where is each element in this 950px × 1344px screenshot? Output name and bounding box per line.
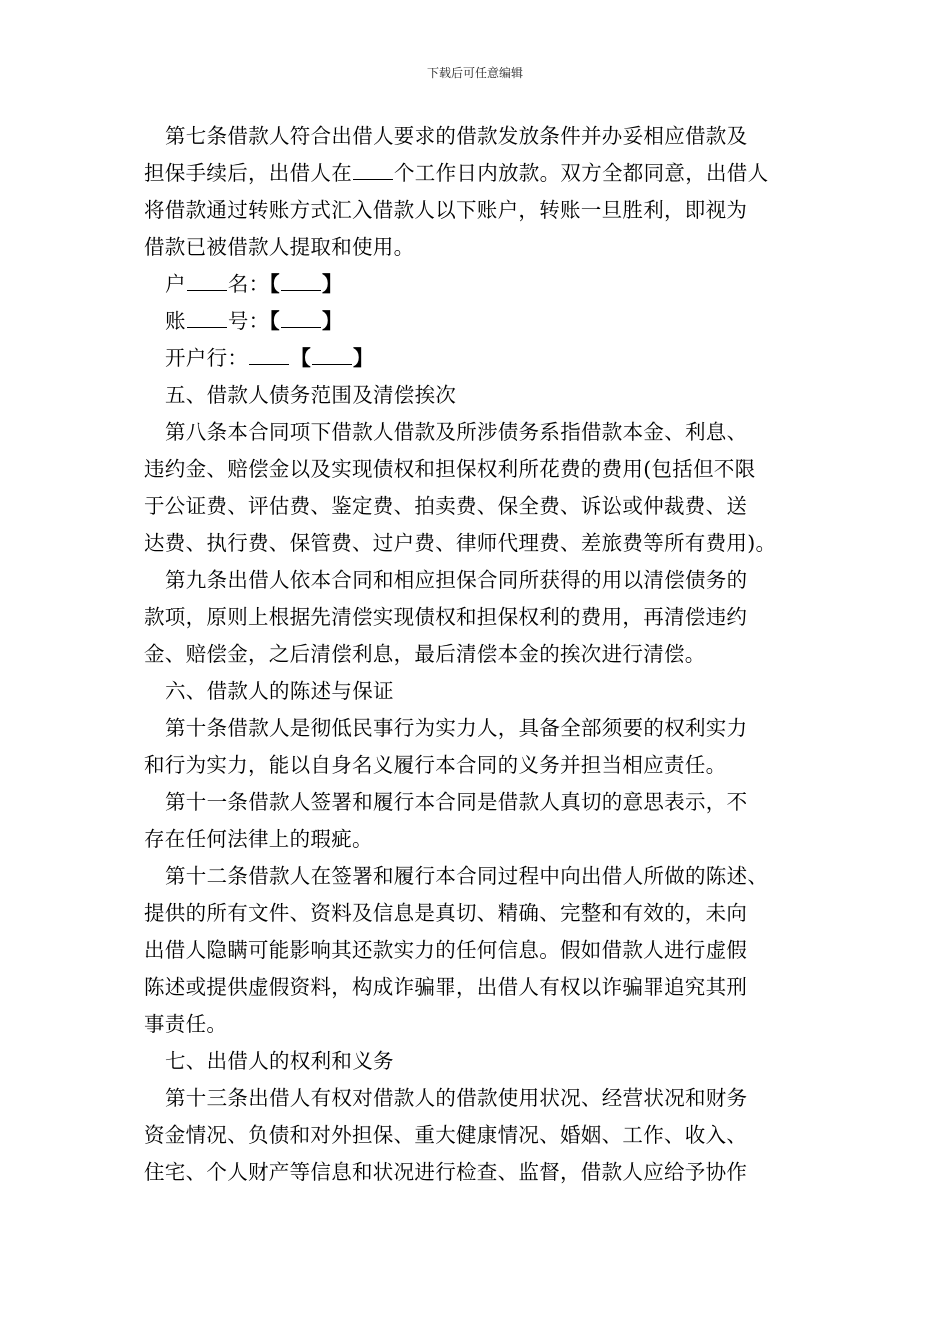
account-number-bracket-close: 】 [321,309,343,333]
article-11-line-1: 第十一条借款人签署和履行本合同是借款人真切的意思表示，不 [165,790,748,814]
account-name-blank [281,289,321,291]
article-7-line-4: 借款已被借款人提取和使用。 [144,235,415,259]
account-name-label-b: 名： [227,272,270,296]
account-name-label-a: 户 [165,272,186,296]
article-12-line-4: 陈述或提供虚假资料，构成诈骗罪，出借人有权以诈骗罪追究其刑 [144,975,748,999]
bank-row [144,340,814,377]
business-days-blank [353,178,393,180]
article-12-line-5: 事责任。 [144,1012,228,1036]
article-9-line-1: 第九条出借人依本合同和相应担保合同所获得的用以清偿债务的 [165,568,748,592]
account-number-blank [281,326,321,328]
bank-blank-1 [249,363,289,365]
account-name-row [144,266,814,303]
account-number-row [144,303,814,340]
account-number-gap [187,326,227,328]
section-5-heading: 五、借款人债务范围及清偿挨次 [165,383,457,407]
bank-label: 开户行： [165,346,249,370]
account-number-label-b: 号： [227,309,270,333]
article-8-line-3: 于公证费、评估费、鉴定费、拍卖费、保全费、诉讼或仲裁费、送 [144,494,748,518]
article-9-line-3: 金、赔偿金，之后清偿利息，最后清偿本金的挨次进行清偿。 [144,642,706,666]
article-13-line-1: 第十三条出借人有权对借款人的借款使用状况、经营状况和财务 [165,1086,748,1110]
account-number-label-a: 账 [165,309,186,333]
account-name-bracket-close: 】 [321,272,343,296]
article-12-line-3: 出借人隐瞒可能影响其还款实力的任何信息。假如借款人进行虚假 [144,938,748,962]
bank-blank-2 [312,363,352,365]
account-number-bracket-open: 【 [269,309,280,333]
article-7-line-1: 第七条借款人符合出借人要求的借款发放条件并办妥相应借款及 [165,124,748,148]
document-body [144,118,814,1191]
section-6-heading: 六、借款人的陈述与保证 [165,679,394,703]
article-12-line-2: 提供的所有文件、资料及信息是真切、精确、完整和有效的，未向 [144,901,748,925]
article-12-line-1: 第十二条借款人在签署和履行本合同过程中向出借人所做的陈述、 [165,864,769,888]
article-10-line-1: 第十条借款人是彻低民事行为实力人，具备全部须要的权利实力 [165,716,748,740]
article-8-line-1: 第八条本合同项下借款人借款及所涉债务系指借款本金、利息、 [165,420,748,444]
article-11-line-2: 存在任何法律上的瑕疵。 [144,827,373,851]
article-8-line-4: 达费、执行费、保管费、过户费、律师代理费、差旅费等所有费用)。 [144,531,777,555]
article-7-line-2-end: 个工作日内放款。双方全都同意，出借人 [394,161,769,185]
article-13-line-2: 资金情况、负债和对外担保、重大健康情况、婚姻、工作、收入、 [144,1123,748,1147]
article-10-line-2: 和行为实力，能以自身名义履行本合同的义务并担当相应责任。 [144,753,727,777]
article-7-line-2-start: 担保手续后，出借人在 [144,161,352,185]
account-name-bracket-open: 【 [269,272,280,296]
article-9-line-2: 款项，原则上根据先清偿实现债权和担保权利的费用，再清偿违约 [144,605,748,629]
article-7-line-2 [144,155,814,192]
article-8-line-2: 违约金、赔偿金以及实现债权和担保权利所花费的费用(包括但不限 [144,457,756,481]
bank-bracket-close: 】 [353,346,374,370]
account-name-gap [187,289,227,291]
page-header: 下载后可任意编辑 [426,66,523,80]
article-7-line-3: 将借款通过转账方式汇入借款人以下账户，转账一旦胜利，即视为 [144,198,748,222]
bank-bracket-open: 【 [290,346,312,370]
section-7-heading: 七、出借人的权利和义务 [165,1049,394,1073]
article-13-line-3: 住宅、个人财产等信息和状况进行检查、监督，借款人应给予协作 [144,1160,748,1184]
